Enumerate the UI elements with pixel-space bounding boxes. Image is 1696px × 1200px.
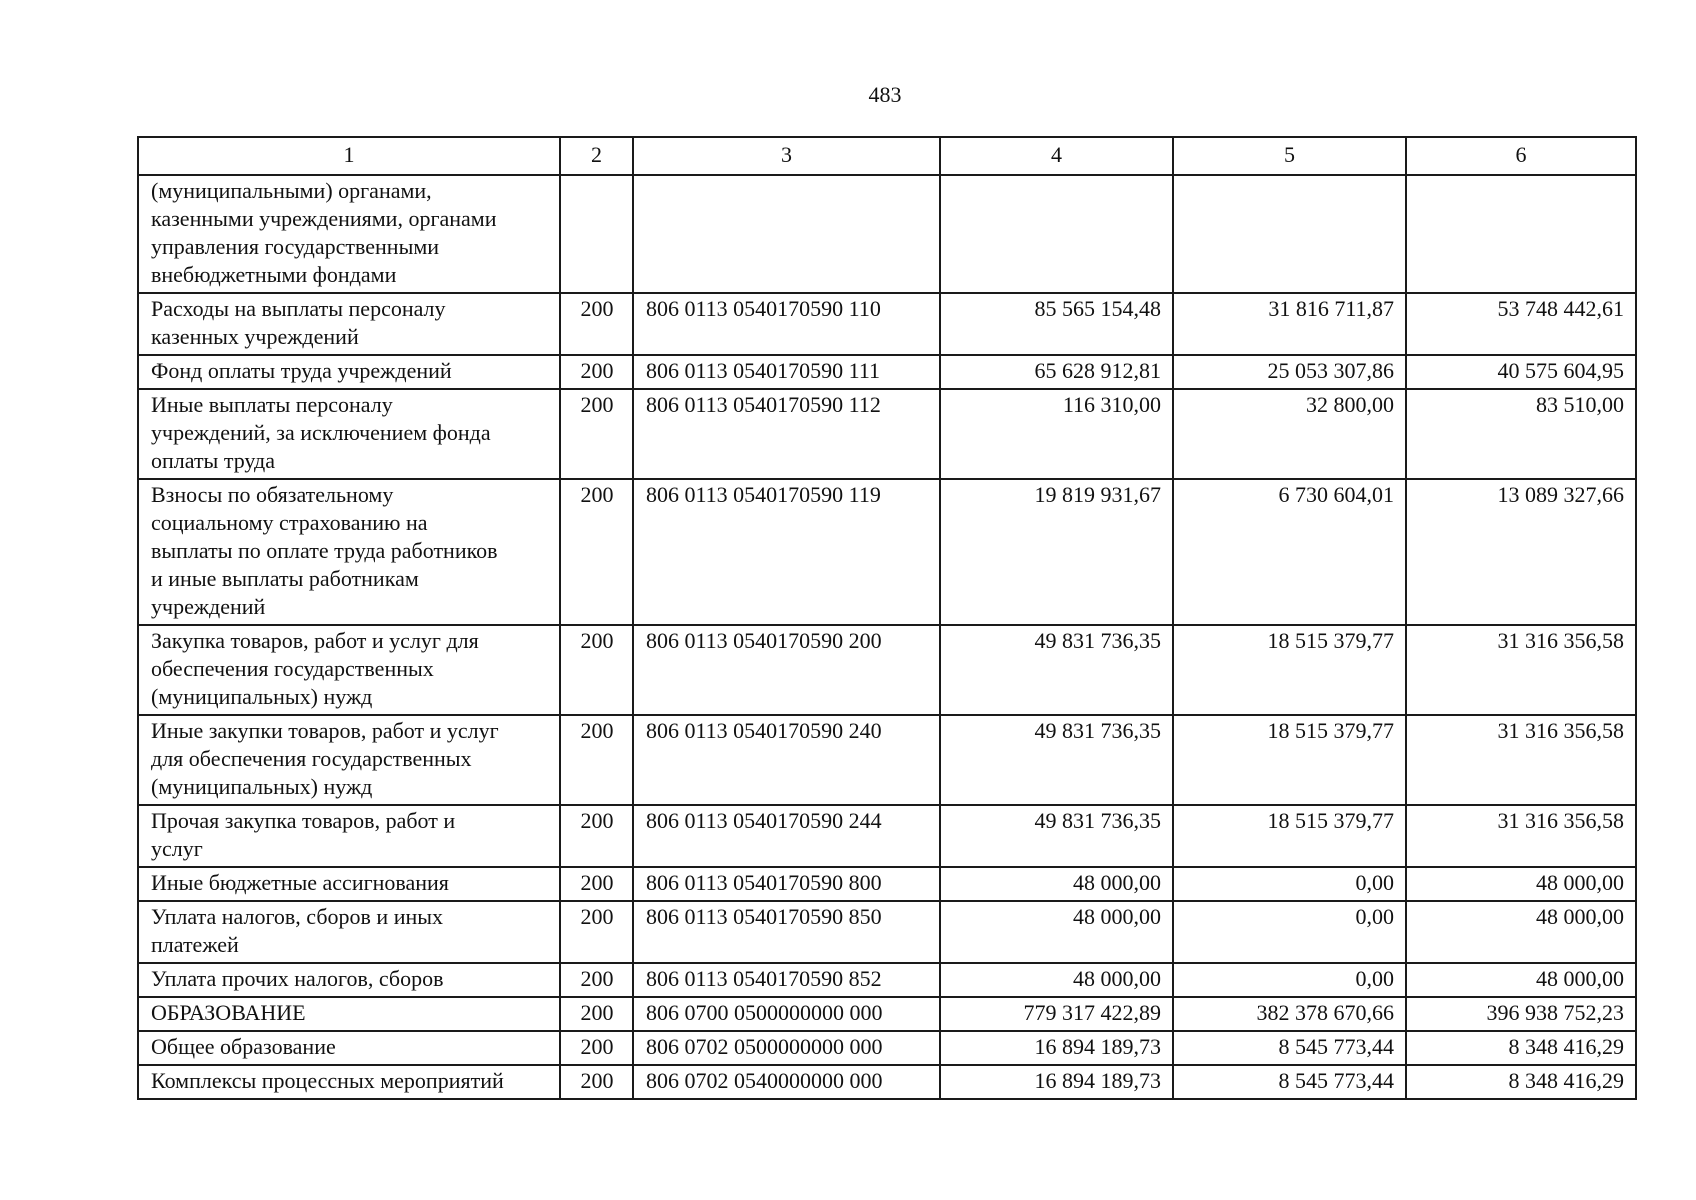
row-col6-amount-cell: 48 000,00 [1406, 963, 1636, 997]
row-col5-amount-cell: 382 378 670,66 [1173, 997, 1406, 1031]
table-row [138, 479, 1636, 625]
row-line-code-cell: 200 [560, 867, 633, 901]
row-col4-amount-cell: 49 831 736,35 [940, 805, 1173, 867]
row-name-cell: Взносы по обязательному социальному страхованию на выплаты по оплате труда работников и иные выплаты работникам учреждений [138, 479, 560, 625]
row-name-cell: Прочая закупка товаров, работ и услуг [138, 805, 560, 867]
row-col5-amount-cell: 8 545 773,44 [1173, 1031, 1406, 1065]
row-budget-code-cell: 806 0700 0500000000 000 [633, 997, 940, 1031]
row-budget-code-cell: 806 0113 0540170590 850 [633, 901, 940, 963]
row-budget-code-cell: 806 0113 0540170590 111 [633, 355, 940, 389]
row-line-code-cell [560, 175, 633, 293]
row-budget-code-cell: 806 0113 0540170590 110 [633, 293, 940, 355]
row-col5-amount-cell: 0,00 [1173, 867, 1406, 901]
row-budget-code-cell: 806 0702 0540000000 000 [633, 1065, 940, 1099]
row-col6-amount-cell: 13 089 327,66 [1406, 479, 1636, 625]
row-col6-amount-cell: 8 348 416,29 [1406, 1065, 1636, 1099]
row-col5-amount-cell: 18 515 379,77 [1173, 715, 1406, 805]
row-name-cell: Закупка товаров, работ и услуг для обеспечения государственных (муниципальных) нужд [138, 625, 560, 715]
row-col6-amount-cell: 8 348 416,29 [1406, 1031, 1636, 1065]
row-name-cell: Иные бюджетные ассигнования [138, 867, 560, 901]
table-row [138, 625, 1636, 715]
header-row [138, 137, 1636, 175]
row-col5-amount-cell: 25 053 307,86 [1173, 355, 1406, 389]
row-budget-code-cell: 806 0113 0540170590 800 [633, 867, 940, 901]
row-col6-amount-cell: 31 316 356,58 [1406, 805, 1636, 867]
row-col4-amount-cell: 65 628 912,81 [940, 355, 1173, 389]
table-body [138, 175, 1636, 1099]
table-row [138, 805, 1636, 867]
row-budget-code-cell: 806 0113 0540170590 200 [633, 625, 940, 715]
table-row [138, 1031, 1636, 1065]
row-budget-code-cell: 806 0702 0500000000 000 [633, 1031, 940, 1065]
row-col4-amount-cell: 48 000,00 [940, 901, 1173, 963]
column-header: 1 [138, 137, 560, 175]
row-line-code-cell: 200 [560, 805, 633, 867]
row-col4-amount-cell: 19 819 931,67 [940, 479, 1173, 625]
row-name-cell: (муниципальными) органами, казенными учреждениями, органами управления государственными внебюджетными фондами [138, 175, 560, 293]
row-name-cell: Уплата прочих налогов, сборов [138, 963, 560, 997]
column-header: 4 [940, 137, 1173, 175]
row-line-code-cell: 200 [560, 963, 633, 997]
row-col4-amount-cell: 16 894 189,73 [940, 1065, 1173, 1099]
column-header: 2 [560, 137, 633, 175]
row-col5-amount-cell: 18 515 379,77 [1173, 625, 1406, 715]
table-row [138, 997, 1636, 1031]
row-col6-amount-cell: 83 510,00 [1406, 389, 1636, 479]
row-line-code-cell: 200 [560, 1031, 633, 1065]
row-col4-amount-cell: 779 317 422,89 [940, 997, 1173, 1031]
row-col6-amount-cell: 53 748 442,61 [1406, 293, 1636, 355]
page-number: 483 [868, 82, 902, 107]
row-line-code-cell: 200 [560, 997, 633, 1031]
column-header: 5 [1173, 137, 1406, 175]
column-header: 6 [1406, 137, 1636, 175]
row-line-code-cell: 200 [560, 1065, 633, 1099]
row-name-cell: Фонд оплаты труда учреждений [138, 355, 560, 389]
table-row [138, 1065, 1636, 1099]
table-row [138, 715, 1636, 805]
row-col6-amount-cell [1406, 175, 1636, 293]
row-col5-amount-cell: 31 816 711,87 [1173, 293, 1406, 355]
row-col5-amount-cell: 0,00 [1173, 901, 1406, 963]
row-line-code-cell: 200 [560, 901, 633, 963]
row-col5-amount-cell: 32 800,00 [1173, 389, 1406, 479]
table-row [138, 963, 1636, 997]
row-col4-amount-cell: 48 000,00 [940, 867, 1173, 901]
row-name-cell: Иные закупки товаров, работ и услуг для обеспечения государственных (муниципальных) нужд [138, 715, 560, 805]
row-budget-code-cell: 806 0113 0540170590 240 [633, 715, 940, 805]
row-line-code-cell: 200 [560, 293, 633, 355]
row-col5-amount-cell [1173, 175, 1406, 293]
row-col4-amount-cell: 116 310,00 [940, 389, 1173, 479]
row-col4-amount-cell [940, 175, 1173, 293]
row-line-code-cell: 200 [560, 479, 633, 625]
row-line-code-cell: 200 [560, 715, 633, 805]
row-name-cell: Комплексы процессных мероприятий [138, 1065, 560, 1099]
row-col6-amount-cell: 31 316 356,58 [1406, 625, 1636, 715]
row-name-cell: Иные выплаты персоналу учреждений, за исключением фонда оплаты труда [138, 389, 560, 479]
row-col6-amount-cell: 48 000,00 [1406, 901, 1636, 963]
row-budget-code-cell [633, 175, 940, 293]
row-line-code-cell: 200 [560, 625, 633, 715]
row-line-code-cell: 200 [560, 389, 633, 479]
row-budget-code-cell: 806 0113 0540170590 852 [633, 963, 940, 997]
row-budget-code-cell: 806 0113 0540170590 244 [633, 805, 940, 867]
row-budget-code-cell: 806 0113 0540170590 112 [633, 389, 940, 479]
row-col6-amount-cell: 40 575 604,95 [1406, 355, 1636, 389]
table-row [138, 355, 1636, 389]
row-line-code-cell: 200 [560, 355, 633, 389]
row-col4-amount-cell: 49 831 736,35 [940, 715, 1173, 805]
table-row [138, 901, 1636, 963]
row-name-cell: Уплата налогов, сборов и иных платежей [138, 901, 560, 963]
row-col5-amount-cell: 8 545 773,44 [1173, 1065, 1406, 1099]
row-col4-amount-cell: 48 000,00 [940, 963, 1173, 997]
row-col6-amount-cell: 48 000,00 [1406, 867, 1636, 901]
row-budget-code-cell: 806 0113 0540170590 119 [633, 479, 940, 625]
row-col4-amount-cell: 49 831 736,35 [940, 625, 1173, 715]
row-col6-amount-cell: 31 316 356,58 [1406, 715, 1636, 805]
row-col4-amount-cell: 16 894 189,73 [940, 1031, 1173, 1065]
table-row [138, 293, 1636, 355]
row-name-cell: Общее образование [138, 1031, 560, 1065]
budget-table [137, 136, 1637, 1100]
row-name-cell: ОБРАЗОВАНИЕ [138, 997, 560, 1031]
table-row [138, 867, 1636, 901]
table-row [138, 175, 1636, 293]
table-row [138, 389, 1636, 479]
column-header: 3 [633, 137, 940, 175]
row-col5-amount-cell: 18 515 379,77 [1173, 805, 1406, 867]
row-name-cell: Расходы на выплаты персоналу казенных учреждений [138, 293, 560, 355]
row-col6-amount-cell: 396 938 752,23 [1406, 997, 1636, 1031]
row-col4-amount-cell: 85 565 154,48 [940, 293, 1173, 355]
row-col5-amount-cell: 6 730 604,01 [1173, 479, 1406, 625]
row-col5-amount-cell: 0,00 [1173, 963, 1406, 997]
